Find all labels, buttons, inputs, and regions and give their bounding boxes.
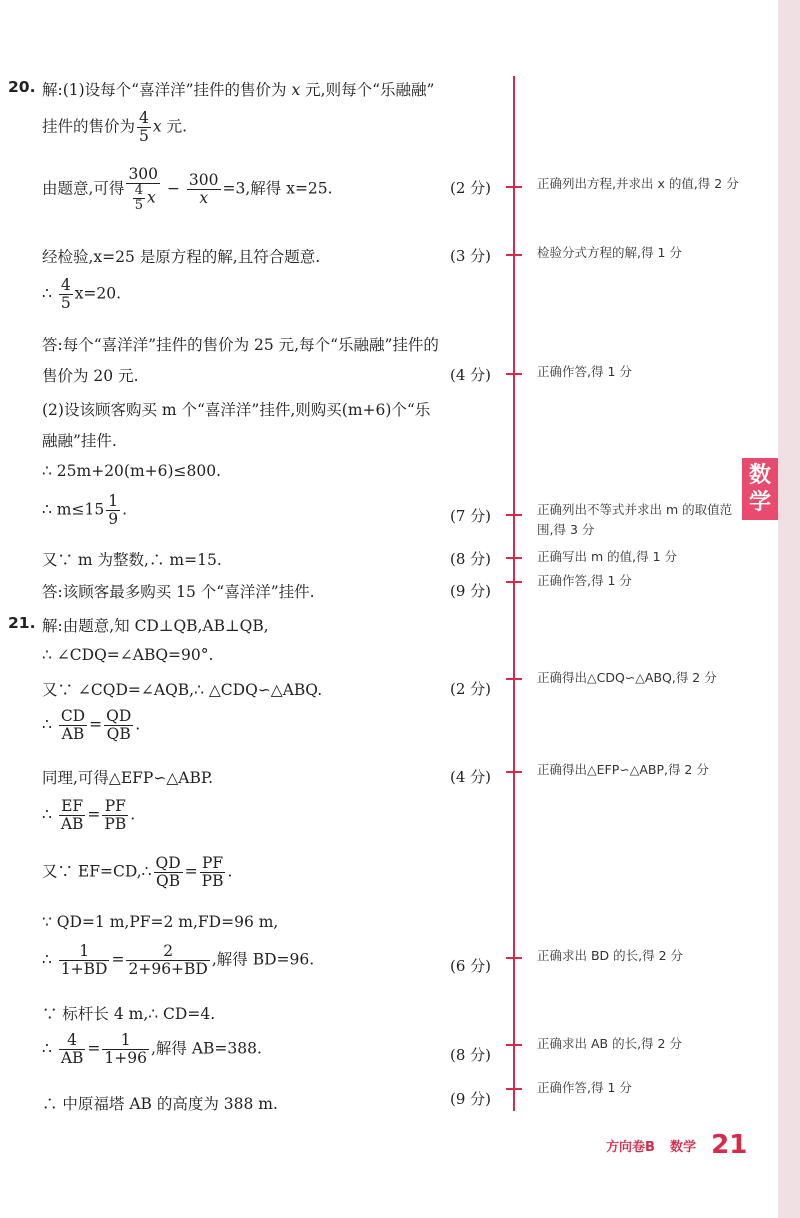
page-number: 21 — [711, 1130, 748, 1160]
solution-line: 由题意,可得 300 $\frac{4}{5}$ x − $\frac{300}{x}$ =3,解得 x=25. — [42, 165, 333, 213]
solution-line: ∴ 25m+20(m+6)≤800. — [42, 462, 222, 480]
fraction: $\frac{PF}{PB}$ — [104, 797, 127, 833]
solution-line: 又∵ m 为整数,∴ m=15. — [42, 551, 222, 569]
solution-line: 售价为 20 元. — [42, 367, 139, 385]
solution-line: ∴ 中原福塔 AB 的高度为 388 m. — [42, 1095, 278, 1113]
fraction: $\frac{2}{2+96+BD}$ — [128, 942, 208, 978]
footer-volume-label: 方向卷B — [606, 1139, 655, 1155]
note-tick — [506, 771, 522, 773]
scoring-divider-line — [513, 76, 515, 1111]
fraction: $\frac{4}{5}$ — [139, 109, 149, 145]
scoring-note: 正确得出△EFP∽△ABP,得 2 分 — [537, 762, 709, 777]
fraction: 300 $\frac{4}{5}$ x — [128, 165, 159, 213]
scoring-note: 正确写出 m 的值,得 1 分 — [537, 549, 677, 564]
question-number: 21. — [8, 614, 36, 632]
scoring-note: 正确作答,得 1 分 — [537, 364, 632, 379]
solution-line: 解:(1)设每个“喜洋洋”挂件的售价为 x 元,则每个“乐融融” — [42, 81, 435, 99]
score-mark: (9 分) — [450, 1090, 492, 1108]
note-tick — [506, 1088, 522, 1090]
fraction: $\frac{300}{x}$ — [188, 171, 219, 207]
scoring-note: 检验分式方程的解,得 1 分 — [537, 245, 682, 260]
note-tick — [506, 557, 522, 559]
solution-line: ∴ ∠CDQ=∠ABQ=90°. — [42, 646, 214, 664]
scoring-note: 正确作答,得 1 分 — [537, 1080, 632, 1095]
score-mark: (9 分) — [450, 582, 492, 600]
score-mark: (4 分) — [450, 768, 492, 786]
subject-side-tab — [742, 458, 778, 520]
fraction: $\frac{QD}{QB}$ — [155, 854, 181, 890]
note-tick — [506, 514, 522, 516]
note-tick — [506, 678, 522, 680]
scoring-note: 正确求出 BD 的长,得 2 分 — [537, 948, 684, 963]
scoring-note: 正确列出方程,并求出 x 的值,得 2 分 — [537, 176, 739, 191]
side-tab-char: 数 — [748, 463, 771, 488]
side-tab-char: 学 — [748, 490, 771, 515]
fraction: $\frac{EF}{AB}$ — [60, 797, 84, 833]
note-tick — [506, 1044, 522, 1046]
fraction: $\frac{CD}{AB}$ — [60, 707, 86, 743]
scoring-note: 正确作答,得 1 分 — [537, 573, 632, 588]
solution-line: ∴ $\frac{4}{AB}$ = $\frac{1}{1+96}$ ,解得 AB=388. — [42, 1031, 262, 1067]
score-mark: (8 分) — [450, 550, 492, 568]
score-mark: (8 分) — [450, 1046, 492, 1064]
solution-line: 答:每个“喜洋洋”挂件的售价为 25 元,每个“乐融融”挂件的 — [42, 336, 439, 354]
fraction: $\frac{1}{9}$ — [108, 492, 119, 528]
scoring-note: 正确求出 AB 的长,得 2 分 — [537, 1036, 682, 1051]
score-mark: (2 分) — [450, 179, 492, 197]
solution-line: (2)设该顾客购买 m 个“喜洋洋”挂件,则购买(m+6)个“乐 — [42, 401, 431, 419]
score-mark: (7 分) — [450, 507, 492, 525]
note-tick — [506, 581, 522, 583]
solution-line: ∴ $\frac{EF}{AB}$ = $\frac{PF}{PB}$ . — [42, 797, 136, 833]
solution-line: ∵ QD=1 m,PF=2 m,FD=96 m, — [42, 913, 279, 931]
solution-line: ∴ $\frac{4}{5}$ x=20. — [42, 276, 122, 312]
fraction: $\frac{QD}{QB}$ — [106, 707, 132, 743]
question-number: 20. — [8, 78, 36, 96]
solution-line: 答:该顾客最多购买 15 个“喜洋洋”挂件. — [42, 583, 315, 601]
note-tick — [506, 254, 522, 256]
score-mark: (3 分) — [450, 247, 492, 265]
solution-line: 解:由题意,知 CD⊥QB,AB⊥QB, — [42, 617, 269, 635]
fraction: $\frac{4}{5}$ — [60, 276, 71, 312]
note-tick — [506, 186, 522, 188]
scoring-note: 正确列出不等式并求出 m 的取值范围,得 3 分 — [537, 502, 733, 537]
fraction: $\frac{1}{1+96}$ — [104, 1031, 147, 1067]
solution-line: 又∵ ∠CQD=∠AQB,∴ △CDQ∽△ABQ. — [42, 681, 323, 699]
footer-subject-label: 数学 — [670, 1139, 697, 1155]
fraction: $\frac{4}{AB}$ — [60, 1031, 84, 1067]
solution-line: 又∵ EF=CD,∴ $\frac{QD}{QB}$ = $\frac{PF}{PB}$ . — [42, 854, 233, 890]
solution-line: 融融”挂件. — [42, 432, 117, 450]
fraction: $\frac{1}{1+BD}$ — [60, 942, 108, 978]
fraction: $\frac{PF}{PB}$ — [201, 854, 224, 890]
page-footer — [606, 1130, 747, 1160]
page-edge-strip — [778, 0, 800, 1218]
solution-line: ∴ $\frac{1}{1+BD}$ = $\frac{2}{2+96+BD}$ ,解得 BD=96. — [42, 942, 315, 978]
solution-line: ∵ 标杆长 4 m,∴ CD=4. — [42, 1005, 216, 1023]
note-tick — [506, 373, 522, 375]
score-mark: (4 分) — [450, 366, 492, 384]
solution-line: 同理,可得△EFP∽△ABP. — [42, 769, 214, 787]
score-mark: (2 分) — [450, 680, 492, 698]
solution-line: 挂件的售价为 $\frac{4}{5}$ x 元. — [42, 109, 188, 145]
solution-line: ∴ $\frac{CD}{AB}$ = $\frac{QD}{QB}$ . — [42, 707, 141, 743]
solution-line: 经检验,x=25 是原方程的解,且符合题意. — [42, 248, 321, 266]
solution-line: ∴ m≤15 $\frac{1}{9}$ . — [42, 492, 128, 528]
score-mark: (6 分) — [450, 957, 492, 975]
note-tick — [506, 957, 522, 959]
scoring-note: 正确得出△CDQ∽△ABQ,得 2 分 — [537, 670, 717, 685]
